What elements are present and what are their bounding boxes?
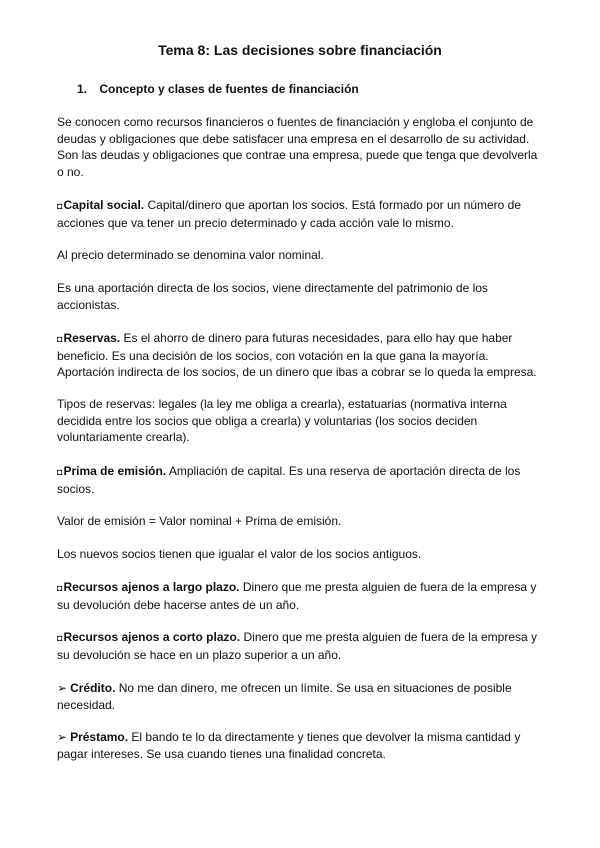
prima-emision-paragraph [57,463,547,497]
prestamo-term: Préstamo. [70,730,129,744]
square-bullet-icon: ◘ [57,201,63,211]
arrowhead-bullet-icon: ➢ [57,681,68,695]
page-title: Tema 8: Las decisiones sobre financiación [158,42,442,58]
recursos-largo-text: Dinero que me presta alguien de fuera de la empresa y su devolución debe hacerse antes de un año. [57,580,537,612]
credito-term: Crédito. [70,681,116,695]
recursos-corto-text: Dinero que me presta alguien de fuera de la empresa y su devolución se hace en un plazo superior a un año. [57,630,537,662]
tipos-reservas-paragraph: Tipos de reservas: legales (la ley me obliga a crearla), estatuarias (normativa interna decidida entre los socios que obliga a crearla) y voluntarias (los socios deciden voluntariamente crearla). [57,397,507,444]
nuevos-socios-paragraph: Los nuevos socios tienen que igualar el valor de los socios antiguos. [57,547,422,561]
section-heading [77,82,359,96]
reservas-term: Reservas. [63,331,121,345]
reservas-paragraph [57,330,547,381]
square-bullet-icon: ◘ [57,334,63,344]
recursos-largo-paragraph [57,579,547,613]
capital-social-text: Capital/dinero que aportan los socios. Está formado por un número de acciones que va tener un precio determinado y cada acción vale lo mismo. [57,198,522,230]
square-bullet-icon: ◘ [57,467,63,477]
prima-emision-term: Prima de emisión. [63,464,167,478]
credito-text: No me dan dinero, me ofrecen un límite. Se usa en situaciones de posible necesidad. [57,681,512,712]
recursos-largo-term: Recursos ajenos a largo plazo. [63,580,240,594]
recursos-corto-term: Recursos ajenos a corto plazo. [63,630,241,644]
aportacion-paragraph: Es una aportación directa de los socios, viene directamente del patrimonio de los accionistas. [57,281,488,312]
square-bullet-icon: ◘ [57,583,63,593]
square-bullet-icon: ◘ [57,633,63,643]
credito-paragraph [57,680,547,713]
prestamo-paragraph [57,729,547,762]
prima-emision-text: Ampliación de capital. Es una reserva de aportación directa de los socios. [57,464,521,496]
capital-social-paragraph [57,197,547,231]
intro-paragraph: Se conocen como recursos financieros o fuentes de financiación y engloba el conjunto de deudas y obligaciones que debe satisfacer una empresa en el desarrollo de su actividad. Son las deudas y obligaciones que contrae una empresa, puede que tenga que devolverla o no. [57,115,538,179]
valor-nominal-paragraph: Al precio determinado se denomina valor nominal. [57,248,324,262]
section-number: 1. [77,82,88,96]
arrowhead-bullet-icon: ➢ [57,730,68,744]
section-title: Concepto y clases de fuentes de financiación [99,82,359,96]
prestamo-text: El bando te lo da directamente y tienes que devolver la misma cantidad y pagar intereses. Se usa cuando tienes una finalidad concreta. [57,730,521,761]
formula-paragraph: Valor de emisión = Valor nominal + Prima de emisión. [57,514,342,528]
recursos-corto-paragraph [57,629,547,663]
capital-social-term: Capital social. [63,198,145,212]
reservas-text: Es el ahorro de dinero para futuras necesidades, para ello hay que haber beneficio. Es una decisión de los socios, con votación en la que gana la mayoría. Aportación indirecta de los socios, de un dinero que ibas a cobrar se lo queda la empresa. [57,331,537,379]
